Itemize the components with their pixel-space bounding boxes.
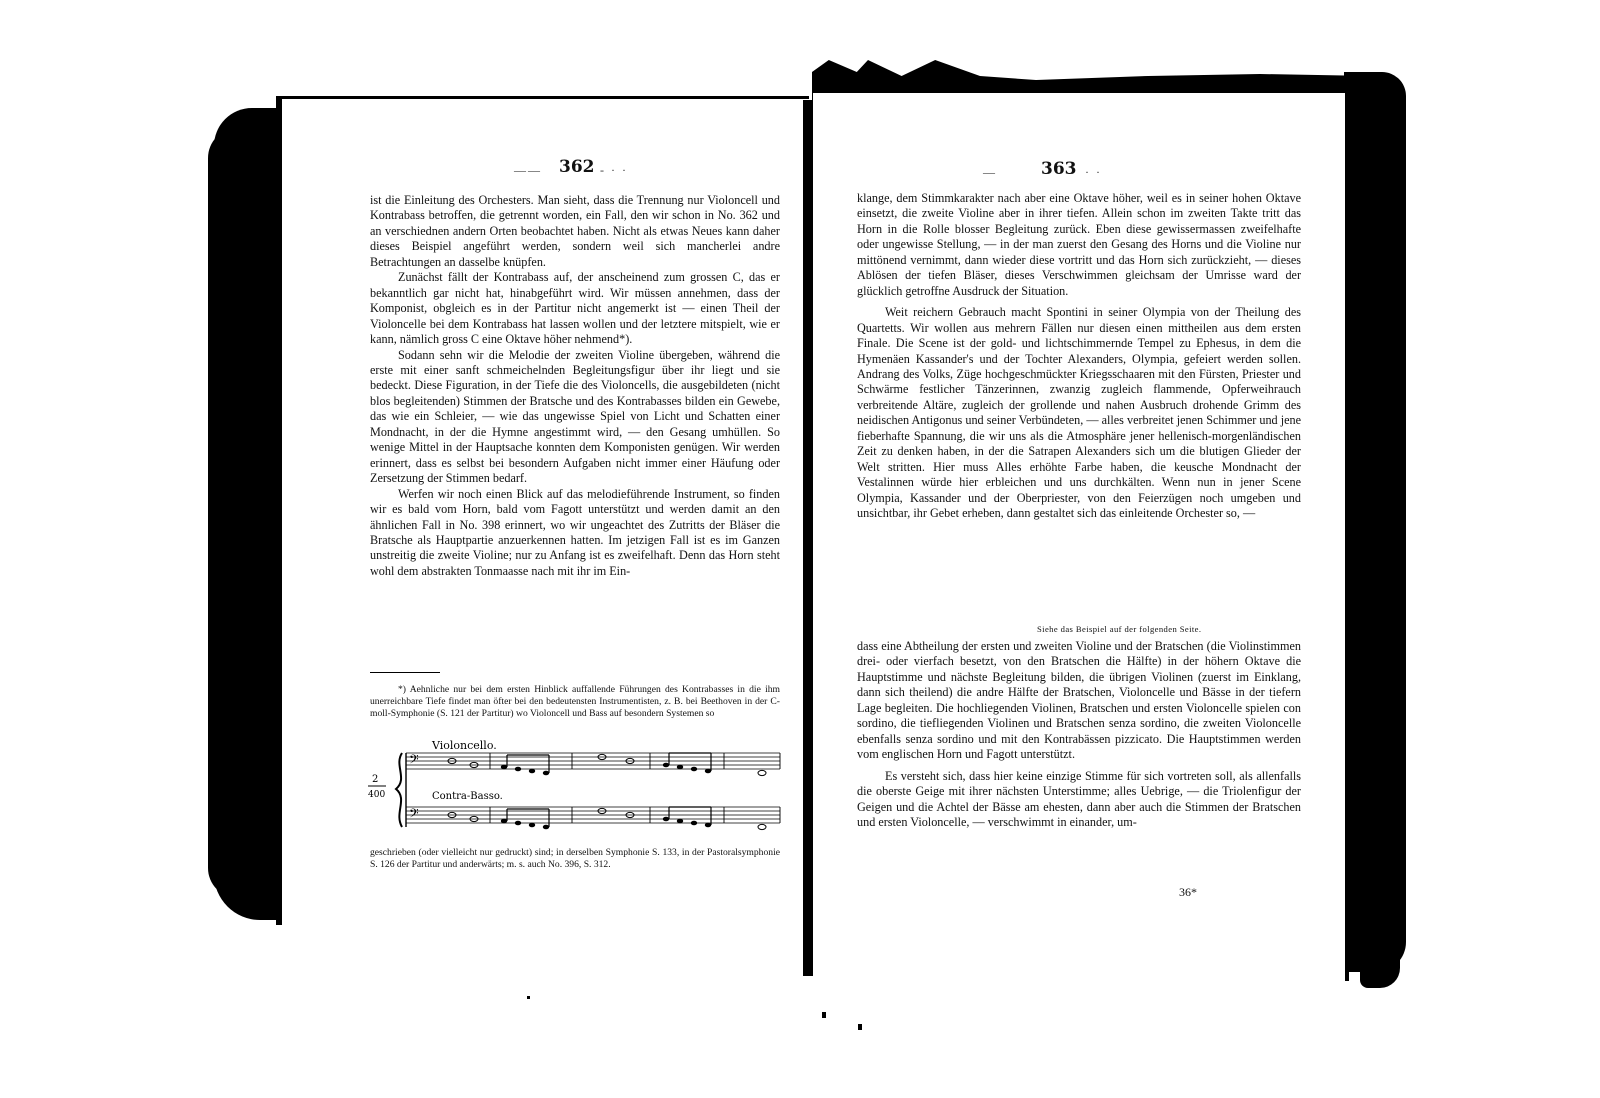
footnote-text: *) Aehnliche nur bei dem ersten Hinblick auffallende Führungen des Kontrabasses in die ihm unerreichbare Tiefe findet man öfter bei den bedeutensten Instrumentisten, z. B. bei Beethoven in der C-moll-Symphonie (S. 121 der Partitur) wo Violoncell und Bass auf besondern Systemen so — [370, 684, 780, 719]
right-page — [813, 90, 1349, 981]
footnote-rule — [370, 672, 440, 673]
right-body-text — [857, 191, 1301, 522]
book-cover-right — [1344, 72, 1406, 972]
speck — [858, 1024, 862, 1030]
left-body-text — [370, 193, 780, 579]
signature-mark: 36* — [1179, 885, 1197, 899]
paragraph: Zunächst fällt der Kontrabass auf, der anscheinend zum grossen C, das er bekanntlich gar nicht hat, hinabgeführt wird. Wir müssen annehmen, dass der Komponist, obgleich es in der Partitur nicht angemerkt ist — einen Theil der Violoncelle bei dem Kontrabass hat lassen wollen und der letztere mitspielt, wie er kann, nämlich gross C eine Oktave höher nehmend*). — [370, 270, 780, 347]
music-label-violoncello: Violoncello. — [432, 739, 497, 752]
page-number-right: 363 — [1041, 159, 1077, 179]
header-rule-left: — — [983, 165, 997, 179]
header-rule-right: · · — [1085, 165, 1102, 179]
speck — [822, 1012, 826, 1018]
see-example-note: Siehe das Beispiel auf der folgenden Seite. — [1037, 624, 1202, 634]
footnote-continued — [370, 847, 780, 871]
right-body-text-continued — [857, 639, 1301, 830]
paragraph: klange, dem Stimmkarakter nach aber eine Oktave höher, weil es in seiner hohen Oktave einsetzt, die zweite Violine aber in ihrer tiefen. Allein schon im zweiten Takte tritt das Horn in die Rolle blosser Begleitung zurück. Eben diese gewissermassen zweifelhafte oder ungewisse Stellung, — in der man zuerst den Gesang des Horns und die Violine nur mittönend vernimmt, dann wieder diese vortritt und das Horn sich zurückzieht, — dieses Ablösen der tiefen Bläser, dieses Verschwimmen gleichsam der Umrisse ward der glücklich getroffne Ausdruck der Situation. — [857, 191, 1301, 298]
paragraph: Weit reichern Gebrauch macht Spontini in seiner Olympia von der Theilung des Quartetts. Wir wollen aus mehrern Fällen nur diesen einen mittheilen aus dem ersten Finale. Die Scene ist der gold- und lichtschimmernde Tempel zu Ephesus, in dem die Hymenäen Kassander's und der Tochter Alexanders, Olympia, gefeiert werden sollen. Andrang des Volks, Züge hochgeschmückter Kriegsschaaren mit den Fürsten, Priester und Schwärme festlicher Tänzerinnen, zwanzig zugleich flammende, Opferweihrauch verbreitende Altäre, zugleich der grollende und nahen Ausbruch drohende Grimm des neidischen Antigonus und seiner Verbündeten, — alles verbreitet jenen Schimmer und jene fieberhafte Spannung, die wir uns als die Atmosphäre jener hellenisch-morgenländischen Zeit zu denken haben, in der die Satrapen Alexanders sich um die blutigen Glieder der Welt stritten. Hier muss Alles erhöhte Farbe haben, die keusche Mondnacht der Vestalinnen würde hier erbleichen und uns durchkälten. Wenn nun in jener Scene Olympia, Kassander und der Oberpriester, von den Feierzügen noch umgeben und unsichtbar, ihr Gebet erheben, dann gestaltet sich das einleitende Orchester so, — — [857, 305, 1301, 521]
paragraph: dass eine Abtheilung der ersten und zweiten Violine und der Bratschen (die Violinstimmen drei- oder vierfach besetzt, von den Bratschen die Hälfte) in der höhern Oktave die Hauptstimme und nächste Begleitung bilden, die übrigen Violinen (zuerst im Einklang, dann sich theilend) die andre Hälfte der Bratschen, Violoncelle und Bässe in der tiefern Lage begleiten. Die hochliegenden Violinen, Bratschen und ersten Violoncelle spielen con sordino, die tiefliegenden Violinen und Bratschen senza sordino, die zweiten Violoncelle ebenfalls senza sordino und mit den Kontrabässen pizzicato. Die Hauptstimmen werden vom englischen Horn und Fagott unterstützt. — [857, 639, 1301, 762]
paragraph: Sodann sehn wir die Melodie der zweiten Violine übergeben, während die erste mit einer sanft schmeichelnden Begleitungsfigur über ihr liegt und sie bedeckt. Diese Figuration, in der Tiefe die des Violoncells, die ausgebildeten (nicht blos begleitenden) Stimmen der Bratsche und des Kontrabasses bilden ein Gewebe, das wie ein Schleier, — wie das ungewisse Spiel von Licht und Schatten einer Mondnacht, in der die Hymne angestimmt wird, — den Gesang umhüllen. So wenige Mittel in der Hauptsache konnten dem Komponisten genügen. Wir werden erinnert, dass es selbst bei besondern Aufgaben nicht immer einer Häufung oder Zersetzung der Stimmen bedarf. — [370, 347, 780, 486]
paragraph: Es versteht sich, dass hier keine einzige Stimme für sich vortreten soll, als allenfalls die oberste Geige mit ihrer nächsten Unterstimme; alles Uebrige, — die Triolenfigur der Geigen und die Achtel der Bässe am ehesten, dann aber auch die Stimmen der Bratschen und ersten Violoncelle, — verschwimmt in einander, um- — [857, 768, 1301, 829]
footnote-text: geschrieben (oder vielleicht nur gedruckt) sind; in derselben Symphonie S. 133, in der Pastoralsymphonie S. 126 der Partitur und anderwärts; m. s. auch No. 396, S. 312. — [370, 847, 780, 870]
header-rule-right: - · · — [600, 163, 628, 177]
book-spine — [803, 100, 813, 976]
music-example — [362, 735, 782, 837]
book-corner-right — [1360, 928, 1400, 988]
example-number: 2 — [372, 774, 379, 785]
bass-clef-icon: 𝄢 — [409, 752, 419, 770]
page-number-left: 362 — [559, 157, 595, 177]
footnote — [370, 684, 780, 720]
music-label-contrabasso: Contra-Basso. — [432, 791, 503, 802]
left-page — [276, 96, 809, 925]
bass-clef-icon: 𝄢 — [409, 806, 419, 824]
speck — [527, 996, 530, 999]
header-rule-left: —— — [514, 163, 542, 177]
paragraph: ist die Einleitung des Orchesters. Man sieht, dass die Trennung nur Violoncell und Kontrabass betroffen, die getrennt worden, ein Fall, den wir schon in No. 362 und an verschiednen andern Orten beobachtet haben. Nicht als etwas Neues kann daher dieses Beispiel angeführt werden, sondern weil sich mancherlei andre Betrachtungen an dasselbe knüpfen. — [370, 193, 780, 269]
example-reference: 400 — [368, 790, 386, 800]
paragraph: Werfen wir noch einen Blick auf das melodieführende Instrument, so finden wir es bald vom Horn, bald vom Fagott unterstützt und werden damit an den ähnlichen Fall in No. 398 erinnert, wo wir ungeachtet des Zutritts der Bläser die Bratsche als Hauptpartie anzuerkennen hatten. Im jetzigen Fall ist es im Ganzen unstreitig die zweite Violine; nur zu Anfang ist es zweifelhaft. Denn das Horn steht wohl dem abstrakten Tonmaasse nach mit ihr im Ein- — [370, 486, 780, 578]
